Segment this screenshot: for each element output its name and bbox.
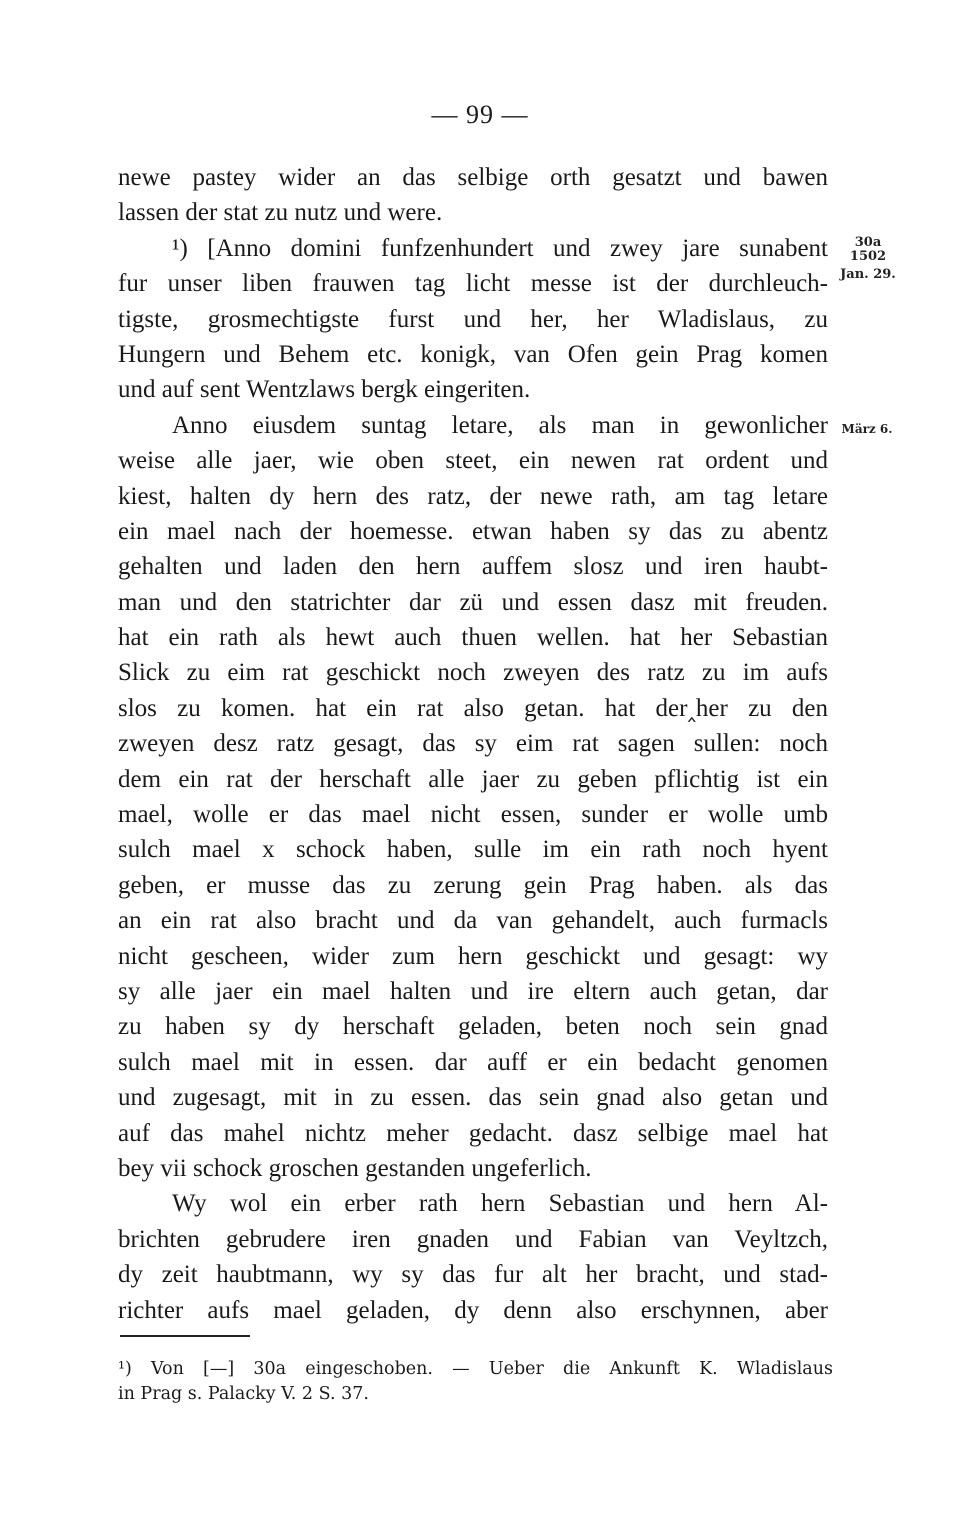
text-line: man und den statrichter dar zü und essen dasz mit freuden. [118,588,828,616]
text-line: und auf sent Wentzlaws bergk eingeriten. [118,376,531,404]
text-line: fur unser liben frauwen tag licht messe ist der durchleuch- [118,270,828,298]
text-line: tigste, grosmechtigste furst und her, her Wladislaus, zu [118,305,828,333]
text-line: an ein rat also bracht und da van gehandelt, auch furmacls [118,907,828,935]
text-line: lassen der stat zu nutz und were. [118,199,443,227]
margin-note-folio: 30a [854,235,882,250]
text-line: richter aufs mael geladen, dy denn also erschynnen, aber [118,1296,828,1324]
text-line: zweyen desz ratz gesagt, das sy eim rat sagen sullen: noch [118,730,828,758]
text-line: weise alle jaer, wie oben steet, ein newen rat ordent und [118,447,828,475]
text-line: dem ein rat der herschaft alle jaer zu geben pflichtig ist ein [118,765,828,793]
footnote-line: ¹) Von [—] 30a eingeschoben. — Ueber die Ankunft K. Wladislaus [118,1359,833,1379]
margin-note-date-jan [840,236,896,282]
text-line: auf das mahel nichtz meher gedacht. dasz selbige mael hat [118,1119,828,1147]
text-line: brichten gebrudere iren gnaden und Fabian van Veyltzch, [118,1225,828,1253]
text-line: newe pastey wider an das selbige orth gesatzt und bawen [118,164,828,191]
text-line: bey vii schock groschen gestanden ungeferlich. [118,1154,592,1182]
text-line: Slick zu eim rat geschickt noch zweyen des ratz zu im aufs [118,659,828,687]
text-line: Anno eiusdem suntag letare, als man in gewonlicher [172,411,828,439]
text-line: ¹) [Anno domini funfzenhundert und zwey jare sunabent [172,234,828,262]
footnote-line: in Prag s. Palacky V. 2 S. 37. [118,1384,369,1404]
margin-note-date-march: März 6. [841,422,893,436]
page-number: — 99 — [431,100,529,129]
text-line: gehalten und laden den hern auffem slosz und iren haubt- [118,553,828,581]
text-line: sulch mael mit in essen. dar auff er ein bedacht genomen [118,1048,828,1076]
text-line: geben, er musse das zu zerung gein Prag haben. als das [118,871,828,899]
margin-note-month: Jan. 29. [840,267,896,282]
text-line: Wy wol ein erber rath hern Sebastian und hern Al- [172,1190,828,1218]
body-text [118,160,828,1328]
text-line: ein mael nach der hoemesse. etwan haben sy das zu abentz [118,517,828,545]
text-line: mael, wolle er das mael nicht essen, sunder er wolle umb [118,801,828,829]
footnotes [118,1357,833,1407]
text-line: Hungern und Behem etc. konigk, van Ofen gein Prag komen [118,340,828,368]
footnote-rule [120,1335,250,1337]
text-line: nicht gescheen, wider zum hern geschickt und gesagt: wy [118,942,828,970]
text-line: slos zu komen. hat ein rat also getan. hat der‸her zu den [118,694,828,722]
margin-note-year: 1502 [849,249,887,264]
text-line: kiest, halten dy hern des ratz, der newe rath, am tag letare [118,482,828,510]
text-line: sy alle jaer ein mael halten und ire eltern auch getan, dar [118,977,828,1005]
text-line: dy zeit haubtmann, wy sy das fur alt her bracht, und stad- [118,1261,828,1289]
text-line: und zugesagt, mit in zu essen. das sein gnad also getan und [118,1084,828,1112]
text-line: hat ein rath als hewt auch thuen wellen. hat her Sebastian [118,624,828,652]
text-line: sulch mael x schock haben, sulle im ein rath noch hyent [118,836,828,864]
text-line: zu haben sy dy herschaft geladen, beten noch sein gnad [118,1013,828,1041]
